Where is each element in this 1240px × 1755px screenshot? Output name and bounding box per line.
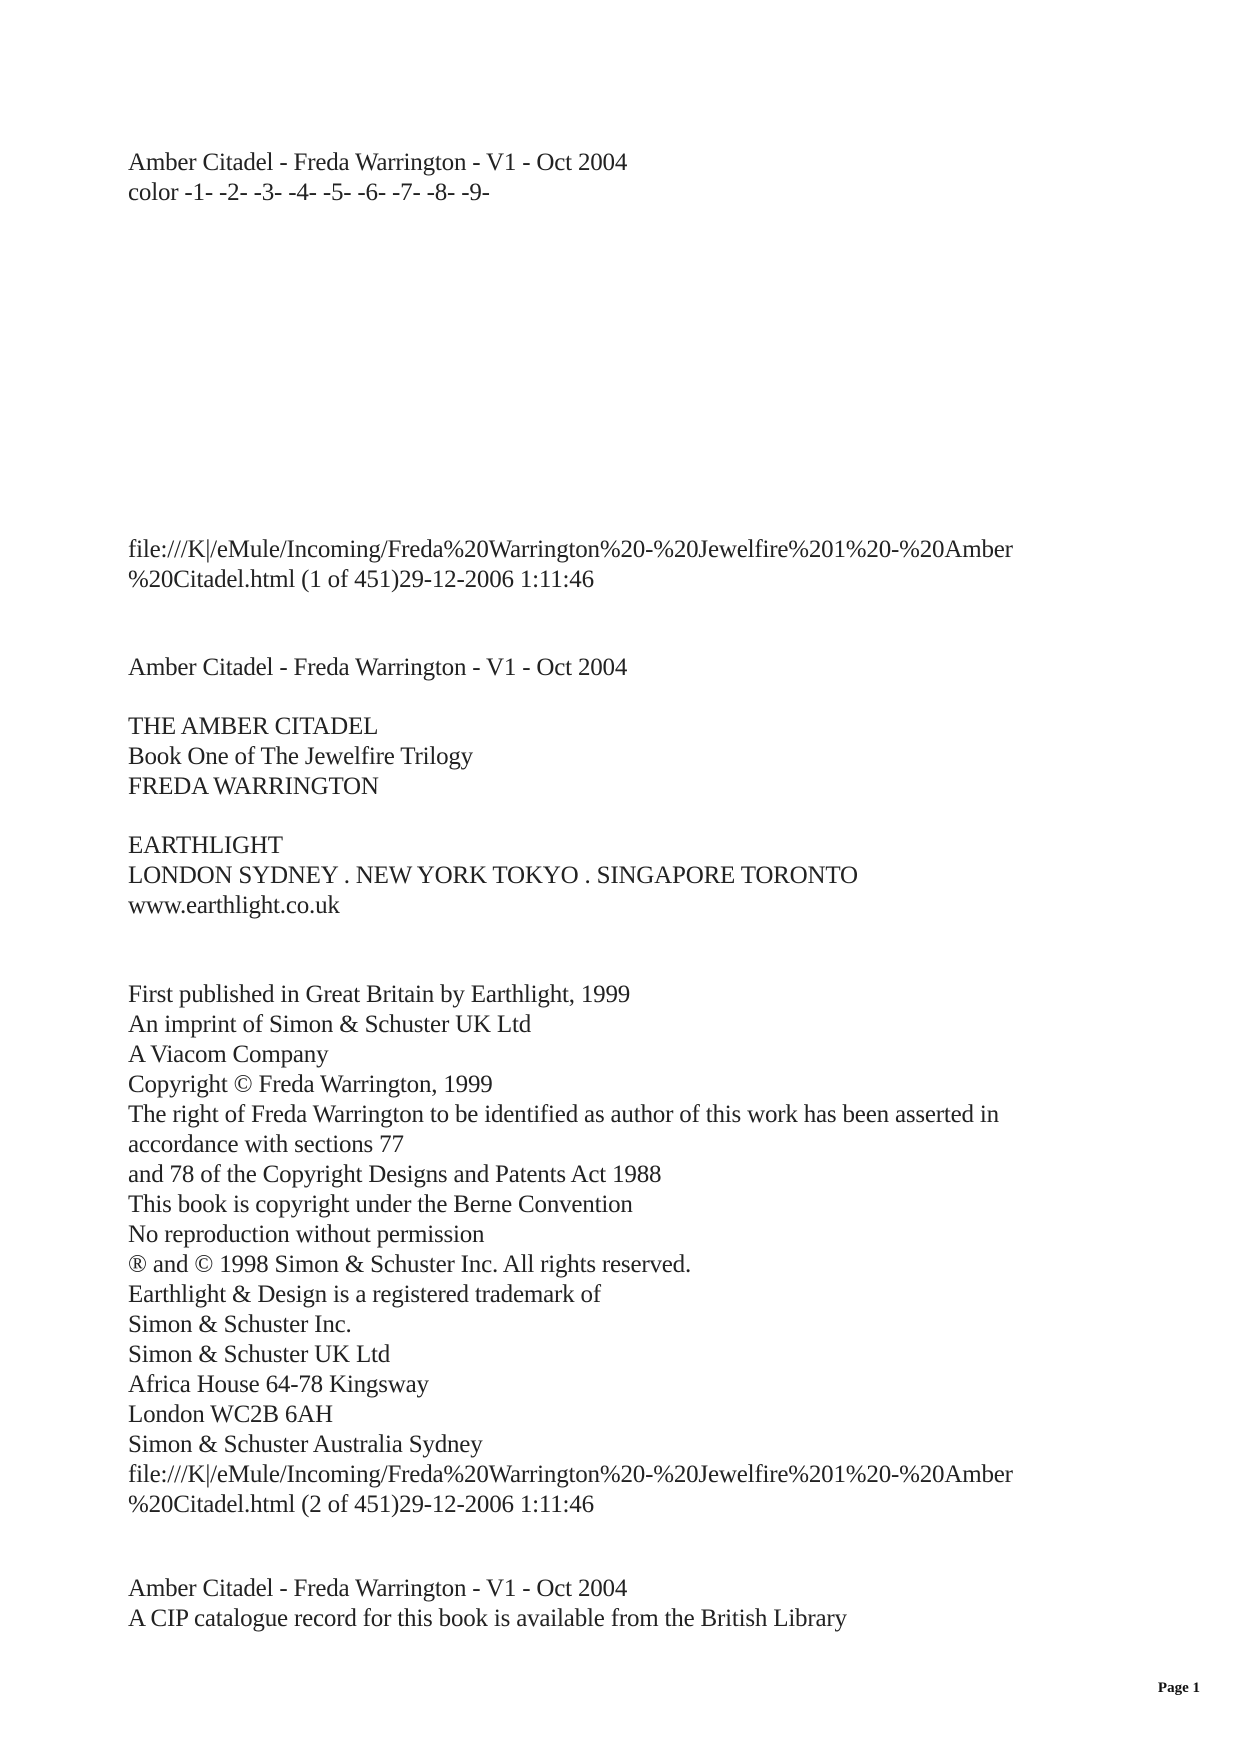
copyright-line: No reproduction without permission [128,1221,485,1248]
copyright-line: This book is copyright under the Berne Convention [128,1191,633,1218]
color-line: color -1- -2- -3- -4- -5- -6- -7- -8- -9- [128,179,490,206]
copyright-line: Africa House 64-78 Kingsway [128,1371,429,1398]
book-subtitle: Book One of The Jewelfire Trilogy [128,743,473,770]
copyright-line: London WC2B 6AH [128,1401,333,1428]
copyright-line: The right of Freda Warrington to be identified as author of this work has been asserted in [128,1101,999,1128]
copyright-block [128,980,1128,1520]
title-block [128,712,1128,802]
file-path-line: file:///K|/eMule/Incoming/Freda%20Warrington%20-%20Jewelfire%201%20-%20Amber [128,1461,1013,1488]
copyright-line: First published in Great Britain by Earthlight, 1999 [128,981,631,1008]
publisher-cities: LONDON SYDNEY . NEW YORK TOKYO . SINGAPORE TORONTO [128,862,858,889]
book-author: FREDA WARRINGTON [128,773,379,800]
copyright-line: ® and © 1998 Simon & Schuster Inc. All rights reserved. [128,1251,692,1278]
copyright-line: Simon & Schuster UK Ltd [128,1341,391,1368]
copyright-line: Copyright © Freda Warrington, 1999 [128,1071,493,1098]
publisher-website: www.earthlight.co.uk [128,892,340,919]
book-title: THE AMBER CITADEL [128,713,379,740]
file-path-line: %20Citadel.html (1 of 451)29-12-2006 1:11:46 [128,566,594,593]
page-number: Page 1 [1157,1680,1200,1696]
copyright-line: accordance with sections 77 [128,1131,404,1158]
cip-line: A CIP catalogue record for this book is available from the British Library [128,1605,847,1632]
file-footer-block-1 [128,535,1128,595]
copyright-line: Simon & Schuster Australia Sydney [128,1431,483,1458]
publisher-name: EARTHLIGHT [128,832,283,859]
header-block-2 [128,653,1128,683]
file-path-line: file:///K|/eMule/Incoming/Freda%20Warrington%20-%20Jewelfire%201%20-%20Amber [128,536,1013,563]
copyright-line: and 78 of the Copyright Designs and Patents Act 1988 [128,1161,662,1188]
header-line: Amber Citadel - Freda Warrington - V1 - Oct 2004 [128,654,628,681]
file-path-line: %20Citadel.html (2 of 451)29-12-2006 1:11:46 [128,1491,594,1518]
copyright-line: Earthlight & Design is a registered trademark of [128,1281,601,1308]
header-line: Amber Citadel - Freda Warrington - V1 - Oct 2004 [128,1575,628,1602]
copyright-line: An imprint of Simon & Schuster UK Ltd [128,1011,532,1038]
copyright-line: Simon & Schuster Inc. [128,1311,352,1338]
header-block-3 [128,1574,1128,1634]
header-line: Amber Citadel - Freda Warrington - V1 - Oct 2004 [128,149,628,176]
copyright-line: A Viacom Company [128,1041,329,1068]
publisher-block [128,831,1128,921]
header-block-1 [128,148,1128,208]
